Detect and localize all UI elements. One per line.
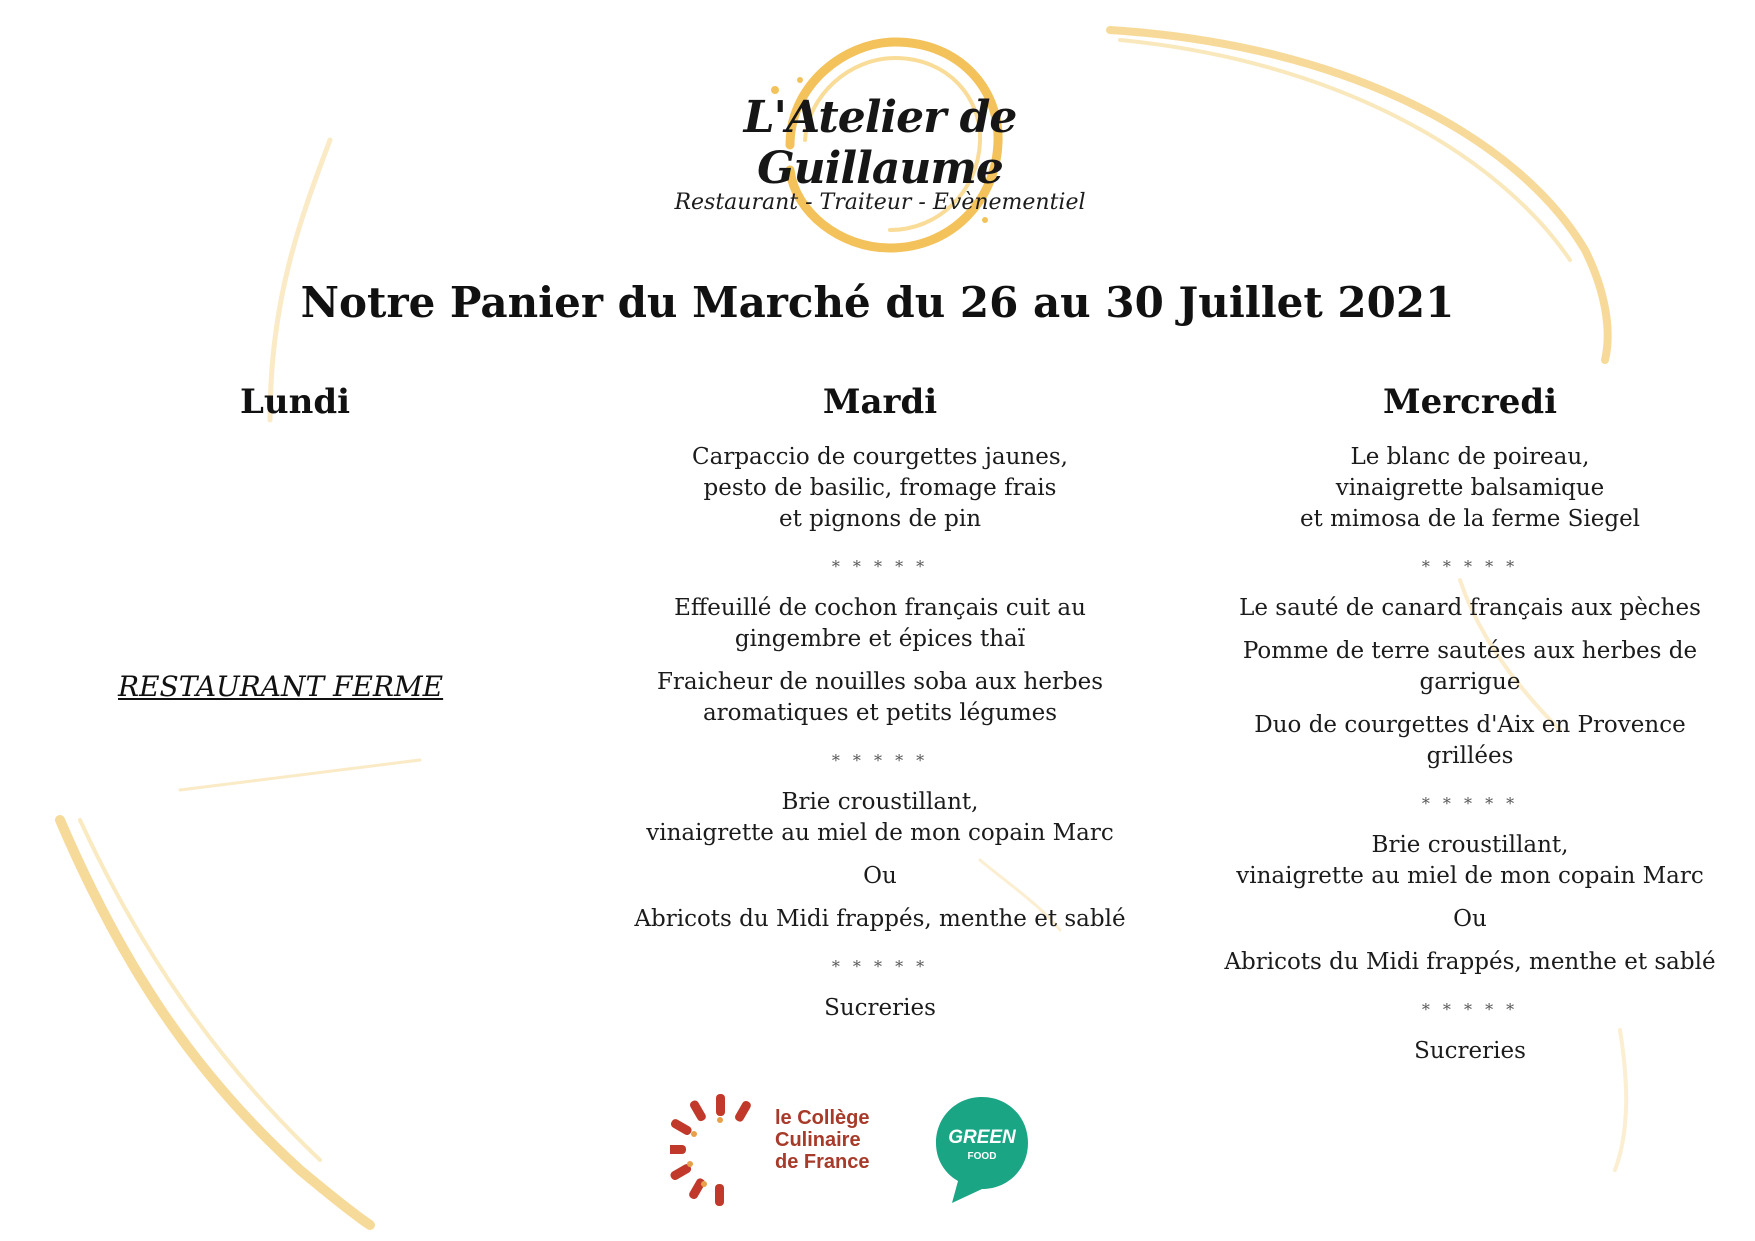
- course-separator: * * * * *: [831, 751, 929, 770]
- side-dish-line: Duo de courgettes d'Aix en Provence: [1254, 712, 1686, 738]
- dessert-option-line: Brie croustillant,: [781, 789, 979, 815]
- college-culinaire-icon: [670, 1090, 770, 1210]
- course-separator: * * * * *: [831, 557, 929, 576]
- restaurant-logo: [640, 30, 1120, 260]
- course-separator: * * * * *: [1421, 794, 1519, 813]
- starter-line: Carpaccio de courgettes jaunes,: [692, 444, 1068, 470]
- column-mardi: [600, 376, 1160, 1024]
- restaurant-closed-note: RESTAURANT FERME: [118, 670, 444, 703]
- logo-name: L'Atelier de Guillaume: [743, 92, 1017, 194]
- partner-logos: [670, 1085, 1030, 1215]
- side-dish-line: aromatiques et petits légumes: [702, 700, 1058, 726]
- dessert-option-line: Brie croustillant,: [1371, 832, 1569, 858]
- side-dish-line: Pomme de terre sautées aux herbes de: [1242, 638, 1698, 664]
- side-dish-line: grillées: [1426, 743, 1514, 769]
- college-line: de France: [775, 1151, 870, 1173]
- column-mercredi: [1180, 376, 1755, 1067]
- college-culinaire-label: [775, 1107, 885, 1173]
- college-line: le Collège: [775, 1107, 870, 1129]
- green-food-label: GREEN: [948, 1127, 1016, 1148]
- day-heading-lundi: Lundi: [239, 382, 351, 422]
- starter-line: Le blanc de poireau,: [1350, 444, 1590, 470]
- starter-line: vinaigrette balsamique: [1335, 475, 1605, 501]
- day-heading-mercredi: Mercredi: [1382, 382, 1558, 422]
- side-dish-line: Fraicheur de nouilles soba aux herbes: [656, 669, 1104, 695]
- starter-line: et pignons de pin: [778, 506, 982, 532]
- dessert-option-line: vinaigrette au miel de mon copain Marc: [1236, 863, 1704, 889]
- page-title: Notre Panier du Marché du 26 au 30 Juillet 2021: [300, 278, 1455, 327]
- side-dish-line: garrigue: [1419, 669, 1521, 695]
- logo-tagline: Restaurant - Traiteur - Evènementiel: [674, 190, 1086, 215]
- course-separator: * * * * *: [1421, 557, 1519, 576]
- dessert-option-line: Abricots du Midi frappés, menthe et sablé: [634, 906, 1126, 932]
- dessert-option-line: vinaigrette au miel de mon copain Marc: [646, 820, 1114, 846]
- main-course-line: Effeuillé de cochon français cuit au: [674, 595, 1086, 621]
- main-course-line: Le sauté de canard français aux pèches: [1239, 595, 1701, 621]
- starter-line: pesto de basilic, fromage frais: [703, 475, 1057, 501]
- dessert-option-line: Abricots du Midi frappés, menthe et sablé: [1224, 949, 1716, 975]
- day-heading-mardi: Mardi: [822, 382, 938, 422]
- course-separator: * * * * *: [1421, 1000, 1519, 1019]
- college-line: Culinaire: [775, 1129, 861, 1151]
- starter-line: et mimosa de la ferme Siegel: [1299, 506, 1641, 532]
- green-food-sublabel: FOOD: [967, 1151, 997, 1162]
- main-course-line: gingembre et épices thaï: [734, 626, 1026, 652]
- dessert-or: Ou: [863, 863, 897, 889]
- dessert-or: Ou: [1453, 906, 1487, 932]
- sweets: Sucreries: [824, 995, 936, 1021]
- sweets: Sucreries: [1414, 1038, 1526, 1064]
- course-separator: * * * * *: [831, 957, 929, 976]
- column-lundi: [130, 376, 460, 428]
